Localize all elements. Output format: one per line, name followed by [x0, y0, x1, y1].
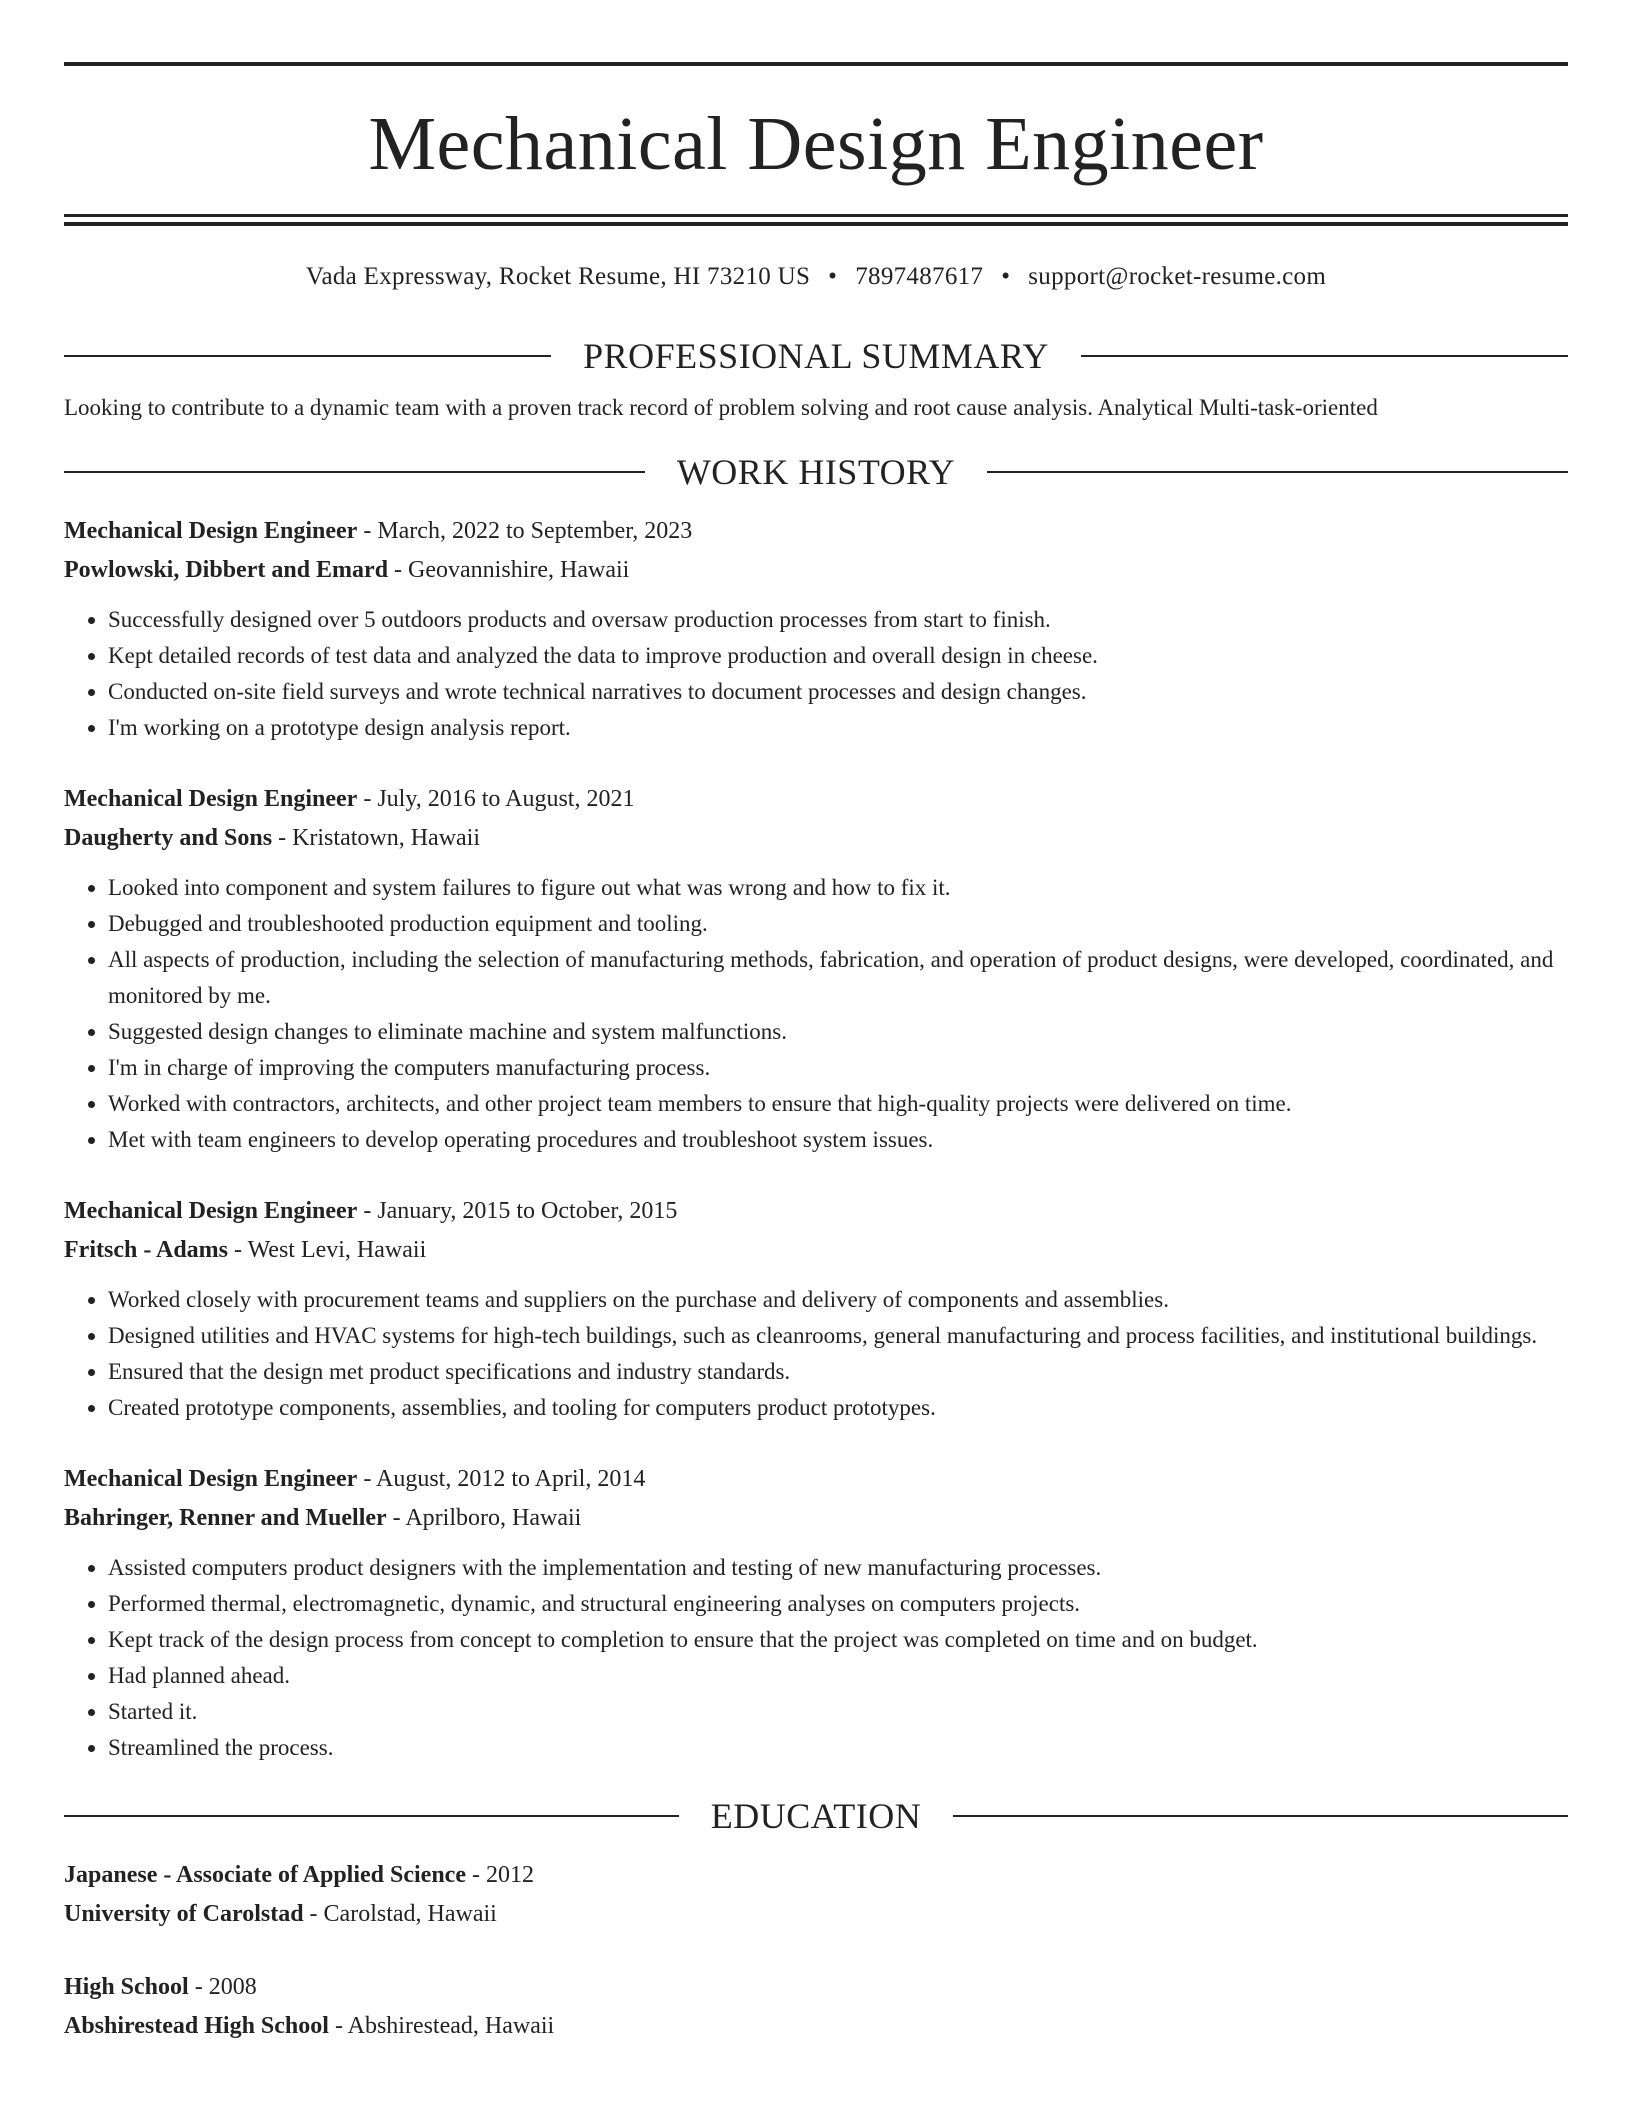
- section-title: EDUCATION: [710, 1796, 922, 1836]
- work-history-list: [64, 512, 1568, 1766]
- education-year: 2012: [486, 1862, 534, 1888]
- job-company-line: Fritsch - Adams - West Levi, Hawaii: [64, 1237, 427, 1263]
- contact-separator: •: [828, 263, 838, 290]
- job-entry: [64, 1192, 1568, 1426]
- job-company-line: Bahringer, Renner and Mueller - Aprilboro, Hawaii: [64, 1505, 582, 1531]
- job-bullet: • Looked into component and system failures to figure out what was wrong and how to fix it.: [108, 870, 1568, 906]
- heading-rule-right: [1081, 355, 1568, 357]
- education-list: [64, 1856, 1568, 2046]
- header-double-rule: [64, 214, 1568, 226]
- job-bullet: • Ensured that the design met product specifications and industry standards.: [108, 1354, 1568, 1390]
- job-bullet: • Kept track of the design process from concept to completion to ensure that the project was completed on time and on budget.: [108, 1622, 1568, 1658]
- section-heading-education: [64, 1794, 1568, 1838]
- heading-rule-right: [953, 1815, 1568, 1817]
- job-dates: July, 2016 to August, 2021: [377, 786, 635, 812]
- job-title: Mechanical Design Engineer: [64, 1198, 358, 1224]
- education-school: Abshirestead High School: [64, 2013, 329, 2039]
- resume-page: [64, 62, 1568, 2046]
- job-bullet: • Designed utilities and HVAC systems for high-tech buildings, such as cleanrooms, general manufacturing and process facilities, and institutional buildings.: [108, 1318, 1568, 1354]
- job-company: Daugherty and Sons: [64, 825, 273, 851]
- education-degree: Japanese - Associate of Applied Science: [64, 1862, 466, 1888]
- job-bullet: • All aspects of production, including the selection of manufacturing methods, fabrication, and operation of product designs, were developed, coordinated, and monitored by me.: [108, 942, 1568, 1014]
- education-location: Abshirestead, Hawaii: [347, 2013, 555, 2039]
- job-dates: August, 2012 to April, 2014: [375, 1466, 646, 1492]
- job-bullet: • Successfully designed over 5 outdoors products and oversaw production processes from start to finish.: [108, 602, 1568, 638]
- job-company-line: Daugherty and Sons - Kristatown, Hawaii: [64, 825, 481, 851]
- job-bullet: • Debugged and troubleshooted production equipment and tooling.: [108, 906, 1568, 942]
- job-bullet: • Started it.: [108, 1694, 1568, 1730]
- education-entry: [64, 1968, 1568, 2046]
- job-location: Aprilboro, Hawaii: [405, 1505, 582, 1531]
- summary-text: Looking to contribute to a dynamic team with a proven track record of problem solving and root cause analysis. Analytical Multi-task-oriented: [64, 395, 1378, 420]
- heading-rule-left: [64, 1815, 679, 1817]
- job-bullets: [64, 1550, 1568, 1766]
- job-bullets: [64, 870, 1568, 1158]
- job-bullet: • I'm working on a prototype design analysis report.: [108, 710, 1568, 746]
- job-bullet: • I'm in charge of improving the computers manufacturing process.: [108, 1050, 1568, 1086]
- top-rule: [64, 62, 1568, 66]
- job-location: West Levi, Hawaii: [247, 1237, 427, 1263]
- job-dates: March, 2022 to September, 2023: [377, 518, 693, 544]
- heading-rule-left: [64, 355, 551, 357]
- job-entry: [64, 780, 1568, 1158]
- job-location: Geovannishire, Hawaii: [408, 557, 630, 583]
- education-degree-line: Japanese - Associate of Applied Science - 2012: [64, 1862, 534, 1888]
- contact-phone: 7897487617: [855, 263, 984, 290]
- resume-name: Mechanical Design Engineer: [368, 102, 1264, 186]
- job-title-line: Mechanical Design Engineer - March, 2022 to September, 2023: [64, 518, 693, 544]
- job-company-line: Powlowski, Dibbert and Emard - Geovannishire, Hawaii: [64, 557, 630, 583]
- education-location: Carolstad, Hawaii: [323, 1901, 497, 1927]
- section-heading-work-history: [64, 450, 1568, 494]
- contact-address: Vada Expressway, Rocket Resume, HI 73210 US: [305, 263, 811, 290]
- job-company: Bahringer, Renner and Mueller: [64, 1505, 387, 1531]
- job-title: Mechanical Design Engineer: [64, 786, 358, 812]
- job-title-line: Mechanical Design Engineer - January, 2015 to October, 2015: [64, 1198, 678, 1224]
- education-school: University of Carolstad: [64, 1901, 304, 1927]
- job-bullets: [64, 602, 1568, 746]
- job-bullet: • Streamlined the process.: [108, 1730, 1568, 1766]
- education-entry: [64, 1856, 1568, 1934]
- job-bullet: • Created prototype components, assemblies, and tooling for computers product prototypes.: [108, 1390, 1568, 1426]
- job-title-line: Mechanical Design Engineer - August, 2012 to April, 2014: [64, 1466, 646, 1492]
- heading-rule-left: [64, 471, 645, 473]
- job-bullet: • Assisted computers product designers with the implementation and testing of new manufacturing processes.: [108, 1550, 1568, 1586]
- section-title: PROFESSIONAL SUMMARY: [583, 336, 1049, 376]
- job-entry: [64, 512, 1568, 746]
- job-title-line: Mechanical Design Engineer - July, 2016 to August, 2021: [64, 786, 635, 812]
- job-location: Kristatown, Hawaii: [292, 825, 481, 851]
- job-bullet: • Kept detailed records of test data and analyzed the data to improve production and overall design in cheese.: [108, 638, 1568, 674]
- job-bullet: • Met with team engineers to develop operating procedures and troubleshoot system issues.: [108, 1122, 1568, 1158]
- job-entry: [64, 1460, 1568, 1766]
- contact-line: [64, 260, 1568, 294]
- section-title: WORK HISTORY: [676, 452, 956, 492]
- section-heading-summary: [64, 334, 1568, 378]
- education-degree: High School: [64, 1974, 189, 2000]
- education-school-line: University of Carolstad - Carolstad, Hawaii: [64, 1901, 497, 1927]
- education-school-line: Abshirestead High School - Abshirestead, Hawaii: [64, 2013, 555, 2039]
- job-bullets: [64, 1282, 1568, 1426]
- job-company: Powlowski, Dibbert and Emard: [64, 557, 389, 583]
- job-bullet: • Worked with contractors, architects, and other project team members to ensure that high-quality projects were delivered on time.: [108, 1086, 1568, 1122]
- education-year: 2008: [208, 1974, 257, 2000]
- job-bullet: • Conducted on-site field surveys and wrote technical narratives to document processes and design changes.: [108, 674, 1568, 710]
- job-dates: January, 2015 to October, 2015: [377, 1198, 678, 1224]
- heading-rule-right: [987, 471, 1568, 473]
- job-company: Fritsch - Adams: [64, 1237, 228, 1263]
- contact-email: support@rocket-resume.com: [1028, 263, 1327, 290]
- job-bullet: • Had planned ahead.: [108, 1658, 1568, 1694]
- job-title: Mechanical Design Engineer: [64, 1466, 358, 1492]
- education-degree-line: High School - 2008: [64, 1974, 257, 2000]
- job-bullet: • Worked closely with procurement teams and suppliers on the purchase and delivery of components and assemblies.: [108, 1282, 1568, 1318]
- job-bullet: • Performed thermal, electromagnetic, dynamic, and structural engineering analyses on computers projects.: [108, 1586, 1568, 1622]
- contact-separator: •: [1001, 263, 1011, 290]
- job-bullet: • Suggested design changes to eliminate machine and system malfunctions.: [108, 1014, 1568, 1050]
- job-title: Mechanical Design Engineer: [64, 518, 358, 544]
